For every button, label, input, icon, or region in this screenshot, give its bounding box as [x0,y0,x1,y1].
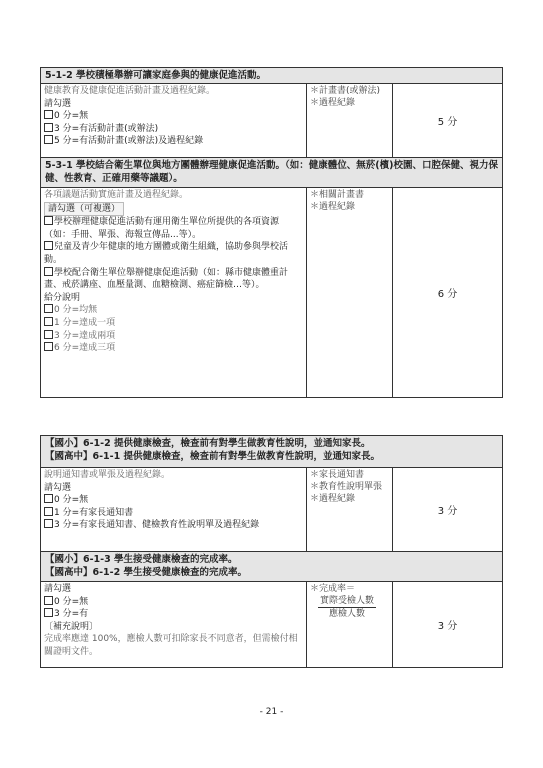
evidence-item: ＊家長通知書 [310,470,365,480]
option[interactable]: 3 分=有家長通知書、健檢教育性說明單及過程紀錄 [44,519,303,532]
section-6-table [40,435,503,668]
score-cell: 5 分 [393,84,503,158]
evidence-cell [307,468,393,552]
evidence-item: ＊過程紀錄 [310,202,356,212]
scoring-item: 6 分=達成三項 [44,342,303,355]
checkbox-icon[interactable] [44,494,53,503]
section-5-table [40,67,503,398]
checkbox-icon[interactable] [44,507,53,516]
option[interactable]: 5 分=有活動計畫(或辦法)及過程紀錄 [44,135,303,148]
supplement-title: 〔補充說明〕 [44,621,99,632]
page-number: - 21 - [259,707,284,717]
scoring-item: 0 分=均無 [44,304,303,317]
checkbox-icon[interactable] [44,216,53,225]
criteria-description: 各項議題活動實施計畫及過程紀錄。 [44,190,189,200]
numerator: 實際受檢人數 [320,596,375,606]
supplement-text: 完成率應達 100%，應檢人數可扣除家長不同意者，但需檢付相關證明文件。 [44,634,298,657]
item-6-1-2-header: 【國小】6-1-2 提供健康檢查，檢查前有對學生做教育性說明，並通知家長。 【國高中】6-1-1 提供健康檢查，檢查前有對學生做教育性說明，並通知家長。 [41,436,503,468]
rate-label: ＊完成率＝ [310,584,356,594]
option[interactable]: 0 分=無 [44,494,303,507]
checkbox-icon[interactable] [44,608,53,617]
item-5-3-1-criteria [41,188,307,398]
option[interactable]: 3 分=有 [44,608,303,621]
option[interactable]: 學校配合衛生單位舉辦健康促進活動（如：縣市健康體重計畫、戒菸講座、血壓量測、血糖檢測、癌症篩檢…等）。 [44,267,289,291]
evidence-item: ＊計畫書(或辦法) [310,86,381,96]
option[interactable]: 3 分=有活動計畫(或辦法) [44,123,303,136]
checkbox-icon[interactable] [44,596,53,605]
item-6-1-3-criteria [41,582,307,668]
score-cell: 3 分 [393,582,503,668]
option[interactable]: 0 分=無 [44,110,303,123]
checkbox-icon[interactable] [44,519,53,528]
evidence-item: ＊過程紀錄 [310,98,356,108]
scoring-item: 3 分=達成兩項 [44,330,303,343]
criteria-description: 說明通知書或單張及過程紀錄。 [44,470,171,480]
checkbox-icon[interactable] [44,241,53,250]
checkbox-icon[interactable] [44,123,53,132]
rate-fraction [318,595,376,620]
select-label-box: 請勾選（可複選） [44,202,124,217]
select-label: 請勾選 [44,482,72,493]
evidence-item: ＊教育性說明單張 [310,482,383,492]
option[interactable]: 兒童及青少年健康的地方團體或衛生組織，協助參與學校活動。 [44,242,289,265]
checkbox-icon[interactable] [44,110,53,119]
denominator: 應檢人數 [329,609,366,619]
option[interactable]: 學校辦理健康促進活動有運用衛生單位所提供的各項資源（如：手冊、單張、海報宣傳品...等）。 [44,217,280,240]
item-5-1-2-header: 5-1-2 學校積極舉辦可讓家庭參與的健康促進活動。 [41,68,503,84]
checkbox-icon[interactable] [44,135,53,144]
option[interactable]: 0 分=無 [44,596,303,609]
scoring-item: 1 分=達成一項 [44,317,303,330]
criteria-description: 健康教育及健康促進活動計畫及過程紀錄。 [44,86,216,96]
scoring-title: 給分說明 [44,292,81,303]
item-6-1-3-header: 【國小】6-1-3 學生接受健康檢查的完成率。 【國高中】6-1-2 學生接受健康檢查的完成率。 [41,552,503,582]
evidence-cell [307,84,393,158]
evidence-item: ＊過程紀錄 [310,494,356,504]
evidence-item: ＊相關計畫書 [310,190,365,200]
option[interactable]: 1 分=有家長通知書 [44,507,303,520]
checkbox-icon[interactable] [44,267,53,276]
item-5-1-2-criteria [41,84,307,158]
score-cell: 3 分 [393,468,503,552]
select-label: 請勾選 [44,98,72,109]
item-5-3-1-header: 5-3-1 學校結合衛生單位與地方團體辦理健康促進活動。（如：健康體位、無菸(檳)校園、口腔保健、視力保健、性教育、正確用藥等議題）。 [41,158,503,188]
select-label: 請勾選 [44,584,72,594]
evidence-cell [307,188,393,398]
item-6-1-2-criteria [41,468,307,552]
completion-rate-cell [307,582,393,668]
score-cell: 6 分 [393,188,503,398]
